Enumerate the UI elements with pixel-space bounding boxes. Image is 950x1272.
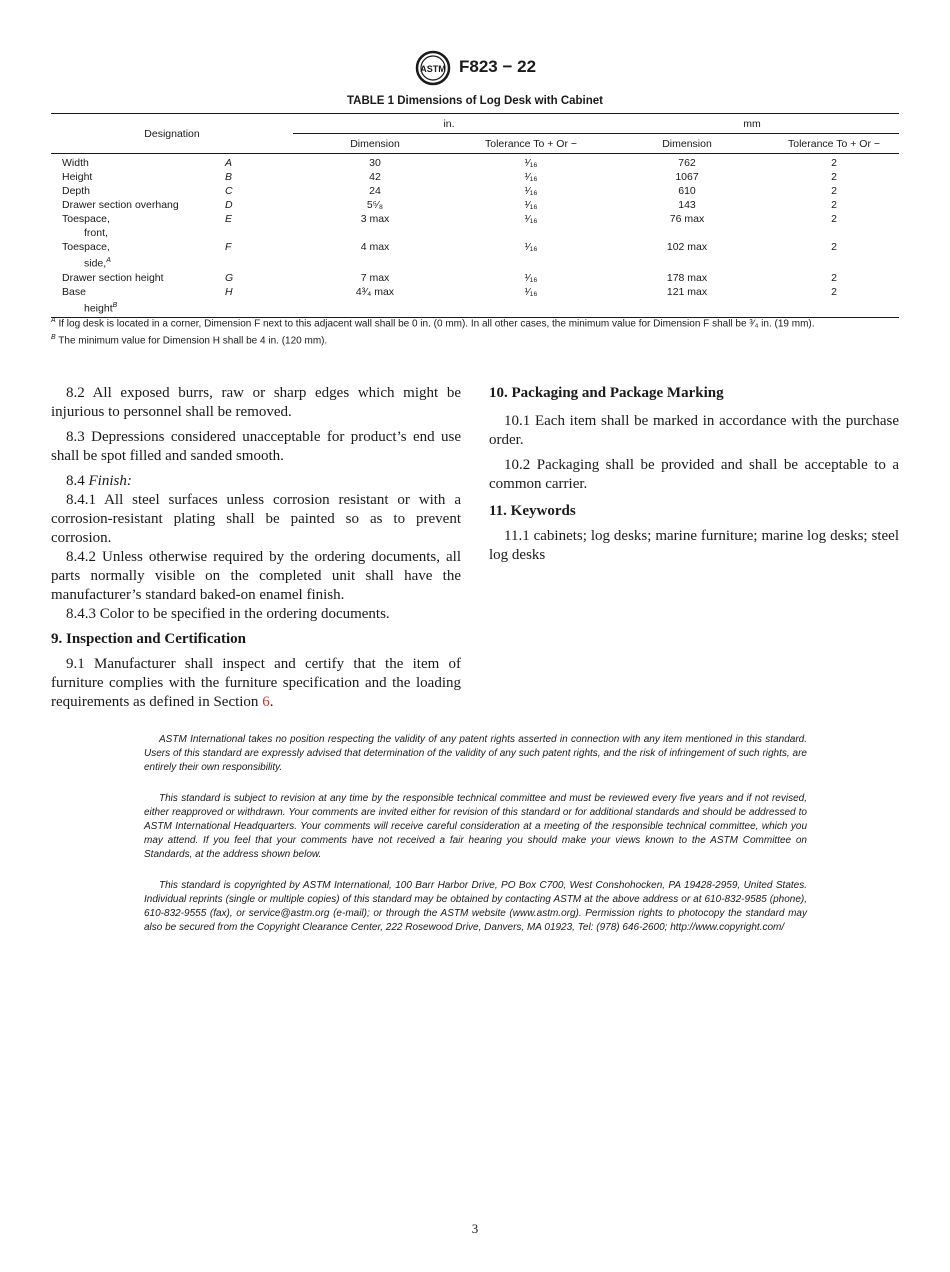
in-dimension-header: Dimension: [293, 134, 457, 154]
paragraph-8-2: 8.2 All exposed burrs, raw or sharp edges which might be injurious to personnel shall be removed.: [51, 385, 461, 420]
row-in-dimension: 7 max: [360, 271, 390, 284]
astm-logo-icon: [415, 50, 451, 86]
paragraph-8-4: [51, 472, 461, 491]
section-11-heading: 11. Keywords: [489, 503, 576, 519]
left-column: [51, 384, 461, 718]
row-designation: Toespace,: [62, 213, 110, 225]
page-header: [0, 50, 950, 86]
paragraph-11-1: 11.1 cabinets; log desks; marine furniture; marine log desks; steel log desks: [489, 528, 899, 563]
revision-notice: This standard is subject to revision at any time by the responsible technical committee and must be reviewed every five years and if not revised, either reapproved or withdrawn. Your comments are invited either for revision of this standard or for additional standards and should be addressed to ASTM International Headquarters. Your comments will receive careful consideration at a meeting of the responsible technical committee, which you may attend. If you feel that your comments have not received a fair hearing you should make your views known to the ASTM Committee on Standards, at the address shown below.: [144, 793, 807, 860]
mm-dimension-header: Dimension: [605, 134, 769, 154]
patent-notice: ASTM International takes no position respecting the validity of any patent rights asserted in connection with any item mentioned in this standard. Users of this standard are expressly advised that determination of the validity of any such patent rights, and the risk of infringement of such rights, are entirely their own responsibility.: [144, 734, 807, 773]
row-mm-tolerance: 2: [831, 241, 837, 253]
row-designation-sub: front,: [84, 227, 108, 239]
row-mm-tolerance: 2: [831, 271, 837, 284]
paragraph-9-1-end: .: [269, 694, 274, 710]
row-mm-tolerance: 2: [831, 185, 837, 197]
row-symbol: B: [225, 171, 233, 183]
row-designation: Depth: [62, 185, 91, 197]
paragraph-9-1-text: 9.1 Manufacturer shall inspect and certify that the item of furniture complies with the furniture specification and the loading requirements as defined in Section: [51, 656, 461, 710]
table-row: [51, 184, 899, 198]
row-mm-dimension: 1067: [675, 171, 699, 183]
paragraph-10-2: 10.2 Packaging shall be provided and shall be acceptable to a common carrier.: [489, 457, 899, 492]
footnote-b-text: The minimum value for Dimension H shall be 4 in. (120 mm).: [55, 335, 328, 347]
row-mm-dimension: 76 max: [669, 213, 705, 225]
row-mm-dimension: 143: [678, 199, 696, 211]
paragraph-9-1: [51, 655, 461, 712]
copyright-notice: This standard is copyrighted by ASTM International, 100 Barr Harbor Drive, PO Box C700, West Conshohocken, PA 19428-2959, United States. Individual reprints (single or multiple copies) of this standard may be obtained by contacting ASTM at the above address or at 610-832-9585 (phone), 610-832-9555 (fax), or service@astm.org (e-mail); or through the ASTM website (www.astm.org). Permission rights to photocopy the standard may also be secured from the Copyright Clearance Center, 222 Rosewood Drive, Danvers, MA 01923, Tel: (978) 646-2600; http://www.copyright.com/: [144, 880, 807, 933]
row-in-tolerance: ¹⁄₁₆: [524, 213, 538, 225]
row-in-dimension: 24: [369, 185, 381, 197]
row-mm-tolerance: 2: [831, 213, 837, 225]
table-row: [51, 154, 899, 171]
table-row: [51, 212, 899, 240]
row-in-tolerance: ¹⁄₁₆: [524, 241, 538, 253]
table-row: [51, 285, 899, 318]
paragraph-8-4-number: 8.4: [66, 473, 89, 489]
in-tolerance-header: Tolerance To + Or −: [457, 134, 605, 154]
row-in-tolerance: ¹⁄₁₆: [524, 199, 538, 211]
page-number: 3: [471, 1221, 479, 1236]
table-row: [51, 198, 899, 212]
paragraph-10-1: 10.1 Each item shall be marked in accordance with the purchase order.: [489, 413, 899, 448]
row-designation: Drawer section overhang: [62, 199, 179, 211]
row-designation: Width: [62, 157, 89, 169]
footnote-ref-a: A: [106, 257, 111, 264]
row-in-dimension: 42: [369, 171, 381, 183]
table-row: [51, 240, 899, 271]
row-mm-tolerance: 2: [831, 199, 837, 211]
document-id: F823 − 22: [459, 57, 537, 76]
row-symbol: G: [225, 271, 234, 284]
unit-mm-header: mm: [605, 114, 899, 134]
paragraph-8-3: 8.3 Depressions considered unacceptable for product’s end use shall be spot filled and sanded smooth.: [51, 429, 461, 464]
row-designation: Base: [62, 285, 86, 298]
row-designation-sub: side,: [84, 257, 107, 270]
right-column: [489, 384, 899, 571]
dimensions-table: [51, 113, 899, 318]
row-designation: Height: [62, 171, 93, 183]
footnote-b: [51, 331, 899, 348]
table-row: [51, 170, 899, 184]
row-in-dimension: 30: [369, 157, 381, 169]
row-symbol: A: [225, 157, 233, 169]
section-10-heading: 10. Packaging and Package Marking: [489, 385, 724, 401]
footnote-a-mark: A: [51, 317, 56, 324]
designation-header: Designation: [51, 114, 293, 154]
logo-text: ASTM: [420, 64, 446, 74]
row-in-dimension: 3 max: [360, 213, 390, 225]
row-designation-sub: height: [84, 302, 113, 314]
paragraph-8-4-3: 8.4.3 Color to be specified in the ordering documents.: [66, 606, 390, 622]
row-designation: Toespace,: [62, 241, 110, 253]
row-symbol: C: [225, 185, 233, 197]
row-mm-dimension: 178 max: [666, 271, 708, 284]
footnote-a: [51, 314, 899, 331]
row-in-tolerance: ¹⁄₁₆: [524, 185, 538, 197]
row-mm-dimension: 762: [678, 157, 696, 169]
row-symbol: H: [225, 285, 293, 318]
legal-notices: [144, 733, 807, 952]
footnote-ref-b: B: [112, 301, 118, 309]
row-designation: Drawer section height: [62, 271, 164, 284]
row-mm-dimension: 610: [678, 185, 696, 197]
mm-tolerance-header: Tolerance To + Or −: [769, 134, 899, 154]
footnote-a-text: If log desk is located in a corner, Dimension F next to this adjacent wall shall be 0 in. (0 mm). In all other cases, the minimum value for Dimension F shall be ³⁄₄ in. (19 mm).: [55, 318, 815, 330]
row-in-tolerance: ¹⁄₁₆: [524, 271, 538, 284]
table-title: TABLE 1 Dimensions of Log Desk with Cabinet: [346, 95, 603, 107]
paragraph-8-4-1: 8.4.1 All steel surfaces unless corrosion resistant or with a corrosion-resistant plating shall be painted so as to prevent corrosion.: [51, 492, 461, 546]
row-mm-dimension: 102 max: [666, 241, 708, 253]
table-row: [51, 271, 899, 285]
row-symbol: D: [225, 199, 233, 211]
section-6-link[interactable]: 6: [262, 694, 270, 710]
footnote-b-mark: B: [51, 334, 56, 342]
row-in-tolerance: ¹⁄₁₆: [457, 285, 605, 318]
paragraph-8-4-2: 8.4.2 Unless otherwise required by the ordering documents, all parts normally visible on the completed unit shall have the manufacturer’s standard baked-on enamel finish.: [51, 549, 461, 603]
paragraph-8-4-title: Finish:: [88, 473, 132, 489]
row-in-dimension: 5⁵⁄₈: [366, 199, 384, 211]
row-symbol: E: [225, 213, 233, 225]
row-mm-tolerance: 2: [831, 171, 837, 183]
row-mm-tolerance: 2: [831, 157, 837, 169]
row-in-dimension: 4 max: [360, 241, 390, 253]
section-9-heading: 9. Inspection and Certification: [51, 631, 246, 647]
row-in-tolerance: ¹⁄₁₆: [524, 171, 538, 183]
unit-in-header: in.: [293, 114, 605, 134]
table-footnotes: [51, 314, 899, 349]
row-mm-tolerance: 2: [769, 285, 899, 318]
row-in-tolerance: ¹⁄₁₆: [524, 157, 538, 169]
row-mm-dimension: 121 max: [605, 285, 769, 318]
row-symbol: F: [225, 241, 232, 253]
row-in-dimension: 4³⁄₄ max: [293, 285, 457, 318]
